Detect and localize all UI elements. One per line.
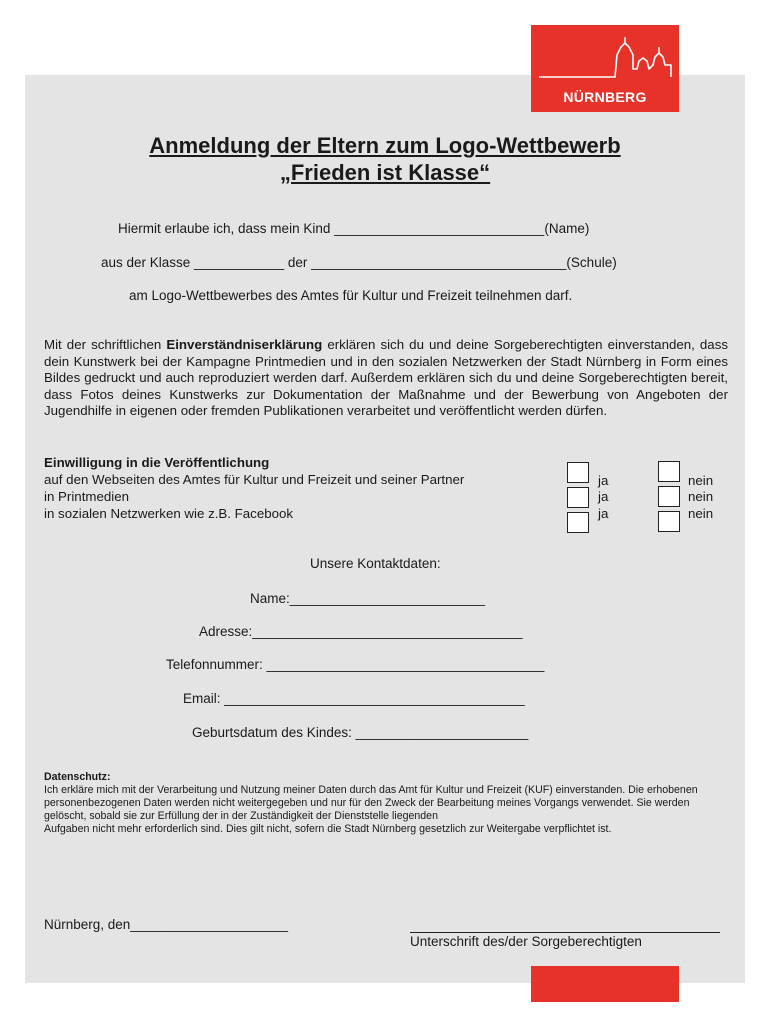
web-no-label: nein <box>688 473 714 488</box>
declaration-paragraph <box>44 337 728 420</box>
page-title-line-2: „Frieden ist Klasse“ <box>279 160 491 185</box>
print-yes-label: ja <box>598 489 609 504</box>
form-sheet <box>25 75 745 983</box>
declaration-keyword: Einverständniserklärung <box>166 337 323 352</box>
place-date-field: Nürnberg, den_____________________ <box>44 917 288 932</box>
web-yes-checkbox[interactable] <box>567 462 589 483</box>
privacy-text-1: Ich erkläre mich mit der Verarbeitung und Nutzung meiner Daten durch das Amt für Kultur und Freizeit (KUF) einverstanden. Die erhobenen personenbezogenen Daten werden nicht weitergegeben und nur für den Zweck der Bearbeitung meines Vorgangs verwendet. Sie werden gelöscht, sobald sie zur Erfüllung der in der Zuständigkeit der Dienststelle liegenden <box>44 784 698 822</box>
print-no-checkbox[interactable] <box>658 486 680 507</box>
contact-heading: Unsere Kontaktdaten: <box>310 556 441 571</box>
contact-phone-field: Telefonnummer: _____________________________________ <box>166 657 545 672</box>
page-title-line-1: Anmeldung der Eltern zum Logo-Wettbewerb <box>149 133 621 158</box>
social-no-label: nein <box>688 506 714 521</box>
publication-heading: Einwilligung in die Veröffentlichung <box>44 455 270 470</box>
print-yes-checkbox[interactable] <box>567 487 589 508</box>
contact-email-field: Email: ________________________________________ <box>183 691 525 706</box>
social-yes-checkbox[interactable] <box>567 512 589 533</box>
publication-row-social-label: in sozialen Netzwerken wie z.B. Facebook <box>44 506 294 521</box>
signature-line <box>410 932 720 933</box>
social-no-checkbox[interactable] <box>658 511 680 532</box>
consent-child-name: Hiermit erlaube ich, dass mein Kind ____________________________(Name) <box>118 221 590 236</box>
privacy-section <box>44 771 728 836</box>
print-no-label: nein <box>688 489 714 504</box>
nuernberg-logo <box>531 25 679 112</box>
web-no-checkbox[interactable] <box>658 461 680 482</box>
privacy-heading: Datenschutz: <box>44 771 111 783</box>
contact-name-field: Name:__________________________ <box>250 591 485 606</box>
declaration-text: erklären sich du und deine Sorgeberechtigten einverstanden, dass dein Kunstwerk bei der Kampagne Printmedien und in den sozialen Netzwerken der Stadt Nürnberg in Form eines Bildes gedruckt und auch reproduziert werden darf. Außerdem erklären sich du und deine Sorgeberechtigten bereit, dass Fotos deines Kunstwerks zur Dokumentation der Maßnahme und der Bewerbung von Angeboten der Jugendhilfe in eigenen oder fremden Publikationen verarbeitet und veröffentlicht werden dürfen. <box>44 337 729 419</box>
contact-address-field: Adresse:____________________________________ <box>199 624 523 639</box>
publication-row-print-label: in Printmedien <box>44 489 129 504</box>
logo-wordmark: NÜRNBERG <box>563 89 647 105</box>
consent-participation: am Logo-Wettbewerbes des Amtes für Kultur und Freizeit teilnehmen darf. <box>129 288 573 303</box>
declaration-prefix: Mit der schriftlichen <box>44 337 167 352</box>
consent-class-school: aus der Klasse ____________ der __________________________________(Schule) <box>101 255 617 270</box>
privacy-text-2: Aufgaben nicht mehr erforderlich sind. Dies gilt nicht, sofern die Stadt Nürnberg gesetzlich zur Weitergabe verpflichtet ist. <box>44 823 612 835</box>
web-yes-label: ja <box>598 473 609 488</box>
publication-row-web-label: auf den Webseiten des Amtes für Kultur und Freizeit und seiner Partner <box>44 472 465 487</box>
signature-caption: Unterschrift des/der Sorgeberechtigten <box>410 934 642 949</box>
footer-accent-bar <box>531 966 679 1002</box>
social-yes-label: ja <box>598 506 609 521</box>
contact-birthdate-field: Geburtsdatum des Kindes: _______________________ <box>192 725 529 740</box>
